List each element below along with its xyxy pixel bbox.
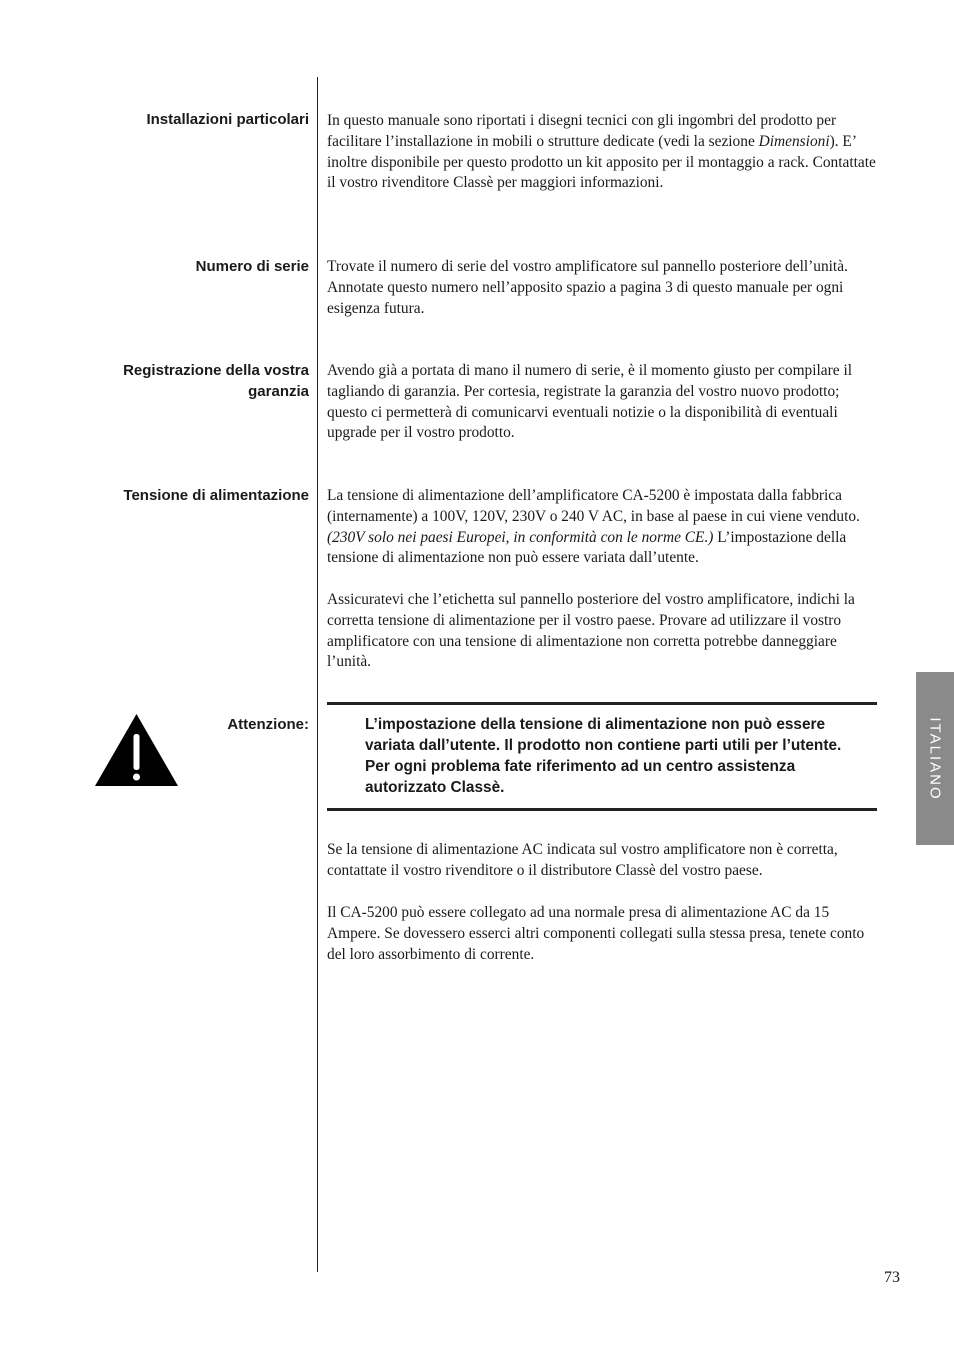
heading-registrazione-line1: Registrazione della vostra	[123, 362, 309, 379]
language-tab	[916, 672, 954, 845]
paragraph-installazioni-part-b: ). E’ inoltre disponibile per questo prodotto un kit apposito per il montaggio a rack. Contattate il vostro rivenditore Classè per maggiori informazioni.	[327, 132, 876, 192]
page-number: 73	[884, 1269, 900, 1286]
heading-tensione: Tensione di alimentazione	[123, 487, 309, 504]
paragraph-tensione-part-a: La tensione di alimentazione dell’amplificatore CA-5200 è impostata dalla fabbrica (internamente) a 100V, 120V, 230V o 240 V AC, in base al paese in cui viene venduto.	[327, 487, 860, 525]
language-tab-label: ITALIANO	[926, 716, 944, 801]
warning-rule-top	[327, 702, 877, 705]
paragraph-attenzione-2: Il CA-5200 può essere collegato ad una normale presa di alimentazione AC da 15 Ampere. Se dovessero esserci altri componenti collegati sulla stessa presa, tenete conto del loro assorbimento di corrente.	[327, 904, 865, 963]
tensione-italic-note: (230V solo nei paesi Europei, in conformità con le norme CE.)	[327, 528, 714, 546]
paragraph-tensione	[327, 486, 883, 569]
heading-registrazione-line2: garanzia	[248, 383, 309, 400]
warning-rule-bottom	[327, 808, 877, 811]
heading-numero-serie: Numero di serie	[195, 258, 309, 275]
heading-installazioni: Installazioni particolari	[146, 111, 309, 128]
paragraph-attenzione-1: Se la tensione di alimentazione AC indicata sul vostro amplificatore non è corretta, contattate il vostro rivenditore o il distributore Classè del vostro paese.	[327, 841, 838, 879]
paragraph-tensione-2: Assicuratevi che l’etichetta sul pannello posteriore del vostro amplificatore, indichi la corretta tensione di alimentazione per il vostro paese. Provare ad utilizzare il vostro amplificatore con una tensione di alimentazione non corretta potrebbe danneggiare l’unità.	[327, 591, 855, 671]
dimensioni-italic: Dimensioni	[758, 132, 830, 150]
paragraph-registrazione: Avendo già a portata di mano il numero di serie, è il momento giusto per compilare il tagliando di garanzia. Per cortesia, registrate la garanzia del vostro nuovo prodotto; questo ci permetterà di comunicarvi eventuali notizie o la disponibilità di eventuali upgrade per il vostro prodotto.	[327, 362, 852, 442]
heading-attenzione: Attenzione:	[227, 716, 309, 733]
paragraph-installazioni	[327, 111, 883, 194]
paragraph-tensione-part-b: L’impostazione della tensione di alimentazione non può essere variata dall’utente.	[327, 528, 847, 567]
paragraph-installazioni-part-a: In questo manuale sono riportati i disegni tecnici con gli ingombri del prodotto per facilitare l’installazione in mobili o strutture dedicate (vedi la sezione	[327, 112, 837, 150]
warning-box-text: L’impostazione della tensione di alimentazione non può essere variata dall’utente. Il prodotto non contiene parti utili per l’utente. Per ogni problema fate riferimento ad un centro assistenza autorizzato Classè.	[365, 716, 842, 796]
paragraph-numero-serie: Trovate il numero di serie del vostro amplificatore sul pannello posteriore dell’unità. Annotate questo numero nell’apposito spazio a pagina 3 di questo manuale per ogni esigenza futura.	[327, 258, 848, 317]
column-divider	[317, 77, 318, 1272]
heading-registrazione	[89, 360, 309, 402]
